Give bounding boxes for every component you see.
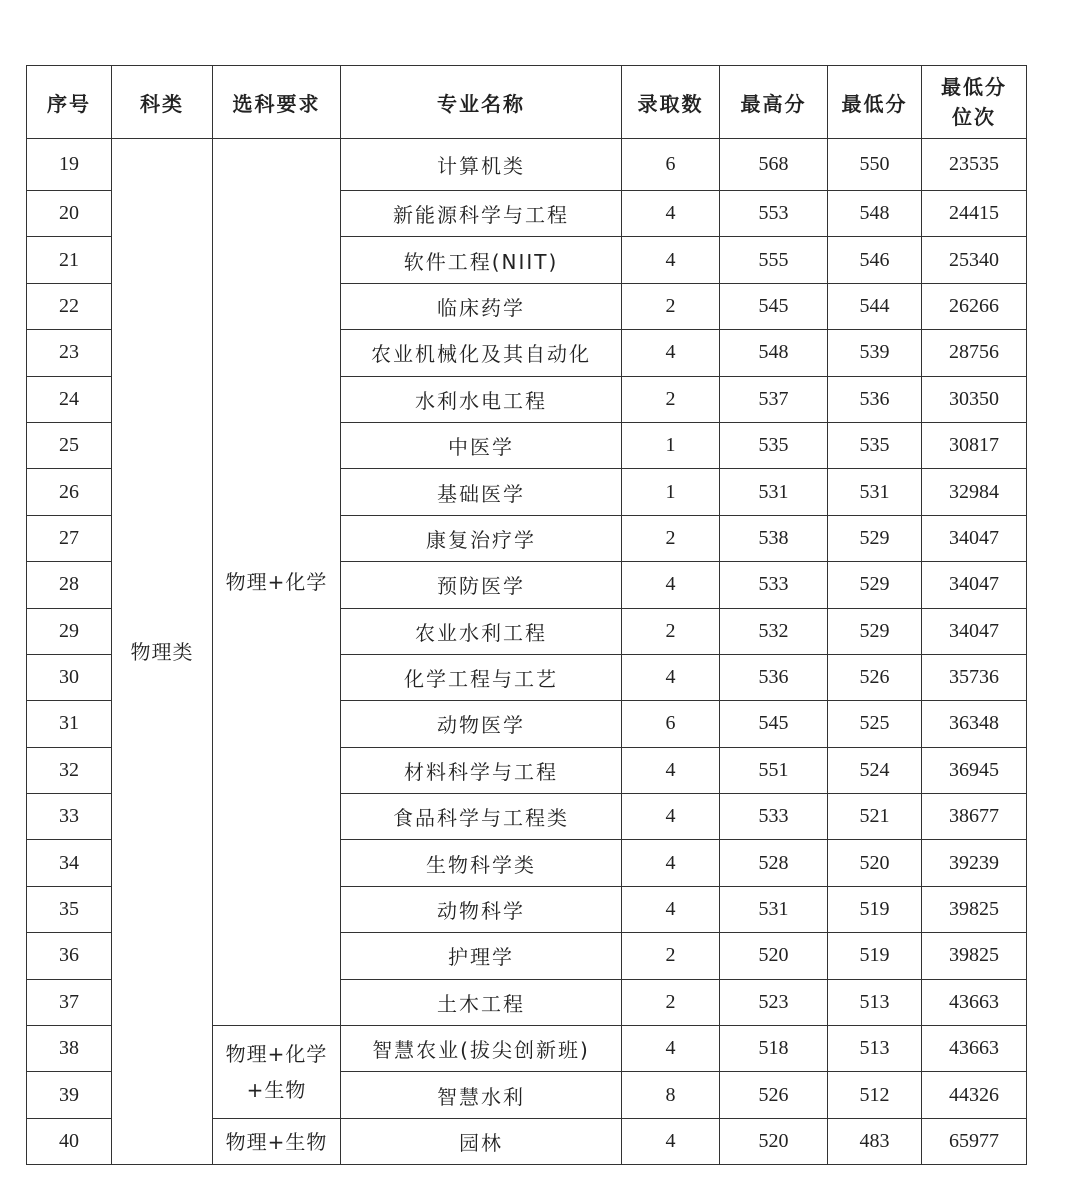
cell-min-rank: 43663 <box>922 1026 1027 1072</box>
requirement-line1: 物理+生物 <box>225 1129 328 1154</box>
cell-seq: 28 <box>27 562 112 608</box>
header-max-score: 最高分 <box>720 66 828 139</box>
cell-min-score: 483 <box>828 1118 922 1164</box>
cell-seq: 23 <box>27 330 112 376</box>
cell-min-score: 519 <box>828 886 922 932</box>
cell-admitted: 4 <box>622 562 720 608</box>
cell-seq: 31 <box>27 701 112 747</box>
table-body <box>27 139 1027 1165</box>
cell-min-rank: 44326 <box>922 1072 1027 1118</box>
cell-min-rank: 43663 <box>922 979 1027 1025</box>
cell-min-rank: 25340 <box>922 237 1027 283</box>
cell-admitted: 2 <box>622 515 720 561</box>
header-requirement: 选科要求 <box>213 66 341 139</box>
cell-max-score: 528 <box>720 840 828 886</box>
cell-seq: 38 <box>27 1026 112 1072</box>
cell-min-rank: 35736 <box>922 654 1027 700</box>
cell-requirement <box>213 1118 341 1164</box>
cell-min-rank: 32984 <box>922 469 1027 515</box>
cell-seq: 37 <box>27 979 112 1025</box>
cell-major: 水利水电工程 <box>341 376 622 422</box>
cell-min-score: 513 <box>828 1026 922 1072</box>
cell-min-score: 519 <box>828 933 922 979</box>
cell-min-rank: 38677 <box>922 794 1027 840</box>
cell-max-score: 553 <box>720 191 828 237</box>
cell-min-score: 546 <box>828 237 922 283</box>
cell-requirement <box>213 139 341 1026</box>
cell-min-score: 531 <box>828 469 922 515</box>
cell-admitted: 2 <box>622 608 720 654</box>
cell-max-score: 551 <box>720 747 828 793</box>
cell-major: 临床药学 <box>341 283 622 329</box>
cell-max-score: 520 <box>720 1118 828 1164</box>
cell-admitted: 4 <box>622 1026 720 1072</box>
header-major: 专业名称 <box>341 66 622 139</box>
cell-admitted: 4 <box>622 330 720 376</box>
cell-max-score: 568 <box>720 139 828 191</box>
cell-seq: 26 <box>27 469 112 515</box>
cell-max-score: 523 <box>720 979 828 1025</box>
cell-seq: 30 <box>27 654 112 700</box>
cell-min-rank: 30350 <box>922 376 1027 422</box>
admissions-table <box>26 65 1027 1165</box>
cell-seq: 35 <box>27 886 112 932</box>
cell-major: 食品科学与工程类 <box>341 794 622 840</box>
cell-min-rank: 28756 <box>922 330 1027 376</box>
cell-seq: 36 <box>27 933 112 979</box>
cell-min-rank: 39825 <box>922 886 1027 932</box>
cell-max-score: 526 <box>720 1072 828 1118</box>
cell-max-score: 555 <box>720 237 828 283</box>
cell-min-rank: 65977 <box>922 1118 1027 1164</box>
cell-admitted: 2 <box>622 376 720 422</box>
cell-max-score: 536 <box>720 654 828 700</box>
cell-seq: 20 <box>27 191 112 237</box>
cell-major: 软件工程(NIIT) <box>341 237 622 283</box>
cell-min-score: 535 <box>828 422 922 468</box>
cell-major: 园林 <box>341 1118 622 1164</box>
cell-major: 农业水利工程 <box>341 608 622 654</box>
cell-requirement <box>213 1026 341 1119</box>
cell-min-score: 526 <box>828 654 922 700</box>
requirement-line1: 物理+化学 <box>225 1041 328 1066</box>
cell-max-score: 548 <box>720 330 828 376</box>
cell-seq: 32 <box>27 747 112 793</box>
cell-max-score: 531 <box>720 886 828 932</box>
cell-min-score: 520 <box>828 840 922 886</box>
cell-min-score: 513 <box>828 979 922 1025</box>
cell-min-score: 525 <box>828 701 922 747</box>
cell-admitted: 1 <box>622 422 720 468</box>
header-seq: 序号 <box>27 66 112 139</box>
cell-category: 物理类 <box>112 139 213 1165</box>
header-category: 科类 <box>112 66 213 139</box>
cell-major: 材料科学与工程 <box>341 747 622 793</box>
cell-admitted: 4 <box>622 840 720 886</box>
cell-major: 生物科学类 <box>341 840 622 886</box>
requirement-line1: 物理+化学 <box>225 570 328 595</box>
cell-seq: 22 <box>27 283 112 329</box>
cell-major: 动物医学 <box>341 701 622 747</box>
cell-min-rank: 26266 <box>922 283 1027 329</box>
cell-admitted: 4 <box>622 191 720 237</box>
cell-min-score: 536 <box>828 376 922 422</box>
cell-major: 动物科学 <box>341 886 622 932</box>
table-row <box>27 139 1027 191</box>
cell-min-score: 544 <box>828 283 922 329</box>
cell-min-rank: 23535 <box>922 139 1027 191</box>
cell-seq: 29 <box>27 608 112 654</box>
cell-major: 护理学 <box>341 933 622 979</box>
cell-min-rank: 34047 <box>922 608 1027 654</box>
cell-min-rank: 24415 <box>922 191 1027 237</box>
requirement-line2: +生物 <box>246 1077 307 1102</box>
cell-min-score: 550 <box>828 139 922 191</box>
header-admitted: 录取数 <box>622 66 720 139</box>
cell-seq: 21 <box>27 237 112 283</box>
cell-major: 智慧农业(拔尖创新班) <box>341 1026 622 1072</box>
cell-admitted: 6 <box>622 701 720 747</box>
cell-min-rank: 30817 <box>922 422 1027 468</box>
cell-seq: 39 <box>27 1072 112 1118</box>
cell-min-rank: 34047 <box>922 515 1027 561</box>
cell-min-rank: 36348 <box>922 701 1027 747</box>
cell-seq: 27 <box>27 515 112 561</box>
cell-admitted: 4 <box>622 654 720 700</box>
cell-major: 计算机类 <box>341 139 622 191</box>
cell-major: 康复治疗学 <box>341 515 622 561</box>
cell-min-rank: 36945 <box>922 747 1027 793</box>
header-min-rank-line1: 最低分 <box>941 75 1007 99</box>
cell-max-score: 532 <box>720 608 828 654</box>
cell-major: 农业机械化及其自动化 <box>341 330 622 376</box>
cell-seq: 40 <box>27 1118 112 1164</box>
cell-admitted: 4 <box>622 1118 720 1164</box>
header-min-rank-line2: 位次 <box>952 105 996 129</box>
header-min-score: 最低分 <box>828 66 922 139</box>
cell-admitted: 4 <box>622 237 720 283</box>
cell-min-score: 529 <box>828 515 922 561</box>
cell-admitted: 4 <box>622 886 720 932</box>
cell-max-score: 533 <box>720 794 828 840</box>
cell-admitted: 8 <box>622 1072 720 1118</box>
cell-major: 智慧水利 <box>341 1072 622 1118</box>
cell-seq: 34 <box>27 840 112 886</box>
cell-seq: 24 <box>27 376 112 422</box>
cell-admitted: 1 <box>622 469 720 515</box>
cell-major: 土木工程 <box>341 979 622 1025</box>
cell-major: 化学工程与工艺 <box>341 654 622 700</box>
header-min-rank <box>922 66 1027 139</box>
header-row <box>27 66 1027 139</box>
cell-min-score: 521 <box>828 794 922 840</box>
cell-max-score: 538 <box>720 515 828 561</box>
cell-min-rank: 39239 <box>922 840 1027 886</box>
cell-admitted: 4 <box>622 794 720 840</box>
cell-admitted: 2 <box>622 283 720 329</box>
cell-min-score: 539 <box>828 330 922 376</box>
cell-max-score: 545 <box>720 701 828 747</box>
cell-max-score: 545 <box>720 283 828 329</box>
cell-major: 预防医学 <box>341 562 622 608</box>
cell-seq: 19 <box>27 139 112 191</box>
cell-max-score: 535 <box>720 422 828 468</box>
cell-major: 基础医学 <box>341 469 622 515</box>
cell-seq: 25 <box>27 422 112 468</box>
cell-max-score: 531 <box>720 469 828 515</box>
cell-seq: 33 <box>27 794 112 840</box>
cell-max-score: 533 <box>720 562 828 608</box>
cell-admitted: 6 <box>622 139 720 191</box>
cell-min-rank: 34047 <box>922 562 1027 608</box>
cell-min-score: 548 <box>828 191 922 237</box>
cell-min-score: 524 <box>828 747 922 793</box>
cell-min-score: 529 <box>828 608 922 654</box>
cell-major: 新能源科学与工程 <box>341 191 622 237</box>
cell-min-score: 512 <box>828 1072 922 1118</box>
cell-admitted: 2 <box>622 979 720 1025</box>
cell-admitted: 2 <box>622 933 720 979</box>
cell-max-score: 520 <box>720 933 828 979</box>
cell-max-score: 537 <box>720 376 828 422</box>
cell-admitted: 4 <box>622 747 720 793</box>
cell-major: 中医学 <box>341 422 622 468</box>
cell-max-score: 518 <box>720 1026 828 1072</box>
cell-min-score: 529 <box>828 562 922 608</box>
cell-min-rank: 39825 <box>922 933 1027 979</box>
